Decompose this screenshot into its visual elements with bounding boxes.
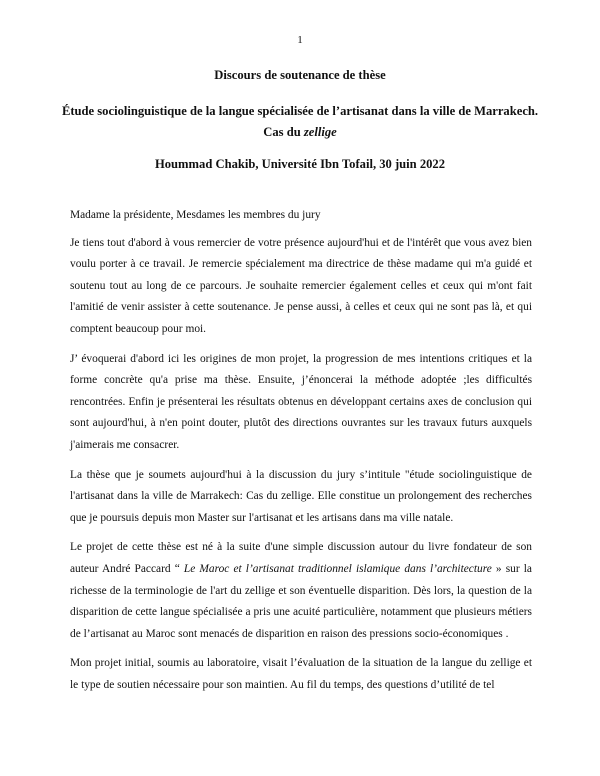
paragraph-2: J’ évoquerai d'abord ici les origines de mon projet, la progression de mes intentions critiques et la forme concrète qu'a prise ma thèse. Ensuite, j’énoncerai la méthode adoptée ;les difficultés rencontrées. Enfin je présenterai les résultats obtenus en développant certains axes de conclusion qui sont aujourd'hui, à n'en point douter, plutôt des directions ouvrantes sur les travaux futurs auxquels j'aimerais me consacrer. [70, 352, 532, 451]
book-title: Le Maroc et l’artisanat traditionnel islamique dans l’architecture [183, 562, 492, 575]
paragraph-5: Mon projet initial, soumis au laboratoire, visait l’évaluation de la situation de la langue du zellige et le type de soutien nécessaire pour son maintien. Au fil du temps, des questions d’utilité de tel [70, 657, 532, 691]
thesis-title-text: Étude sociolinguistique de la langue spécialisée de l’artisanat dans la ville de Marrakech. Cas du [61, 104, 539, 139]
paragraph-4 [70, 537, 532, 645]
thesis-title [60, 101, 540, 143]
paragraph-3: La thèse que je soumets aujourd'hui à la discussion du jury s’intitule "étude sociolinguistique de l'artisanat dans la ville de Marrakech: Cas du zellige. Elle constitue un prolongement des recherches que je poursuis depuis mon Master sur l'artisanat et les artisans dans ma ville natale. [70, 468, 532, 524]
title-block [60, 68, 540, 172]
body-text [70, 205, 532, 704]
thesis-title-italic: zellige [303, 125, 337, 139]
paragraph-1: Je tiens tout d'abord à vous remercier de votre présence aujourd'hui et de l'intérêt que vous avez bien voulu porter à ce travail. Je remercie spécialement ma directrice de thèse madame qui m'a guidé et soutenu tout au long de ce parcours. Je souhaite remercier également celles et ceux qui m'ont fait l'amitié de venir assister à cette soutenance. Je pense aussi, à celles et ceux qui ne sont pas là, et qui comptent beaucoup pour moi. [70, 236, 532, 335]
salutation: Madame la présidente, Mesdames les membres du jury [70, 209, 321, 221]
document-title: Discours de soutenance de thèse [214, 68, 386, 82]
paragraph-4-end: » sur la richesse de la terminologie de l'art du zellige et son éventuelle disparition. Dès lors, la question de la disparition de cette langue spécialisée a pris une acuité particulière, notamment que plusieurs métiers de l’artisanat au Maroc sont menacés de disparition en raison des pressions socio-économiques . [70, 562, 532, 640]
author-line: Hoummad Chakib, Université Ibn Tofail, 30 juin 2022 [154, 157, 446, 171]
page-number: 1 [297, 34, 303, 46]
paragraph-4-start: Le projet de cette thèse est né à la suite d'une simple discussion autour du livre fondateur de son auteur André Paccard “ [70, 541, 532, 575]
